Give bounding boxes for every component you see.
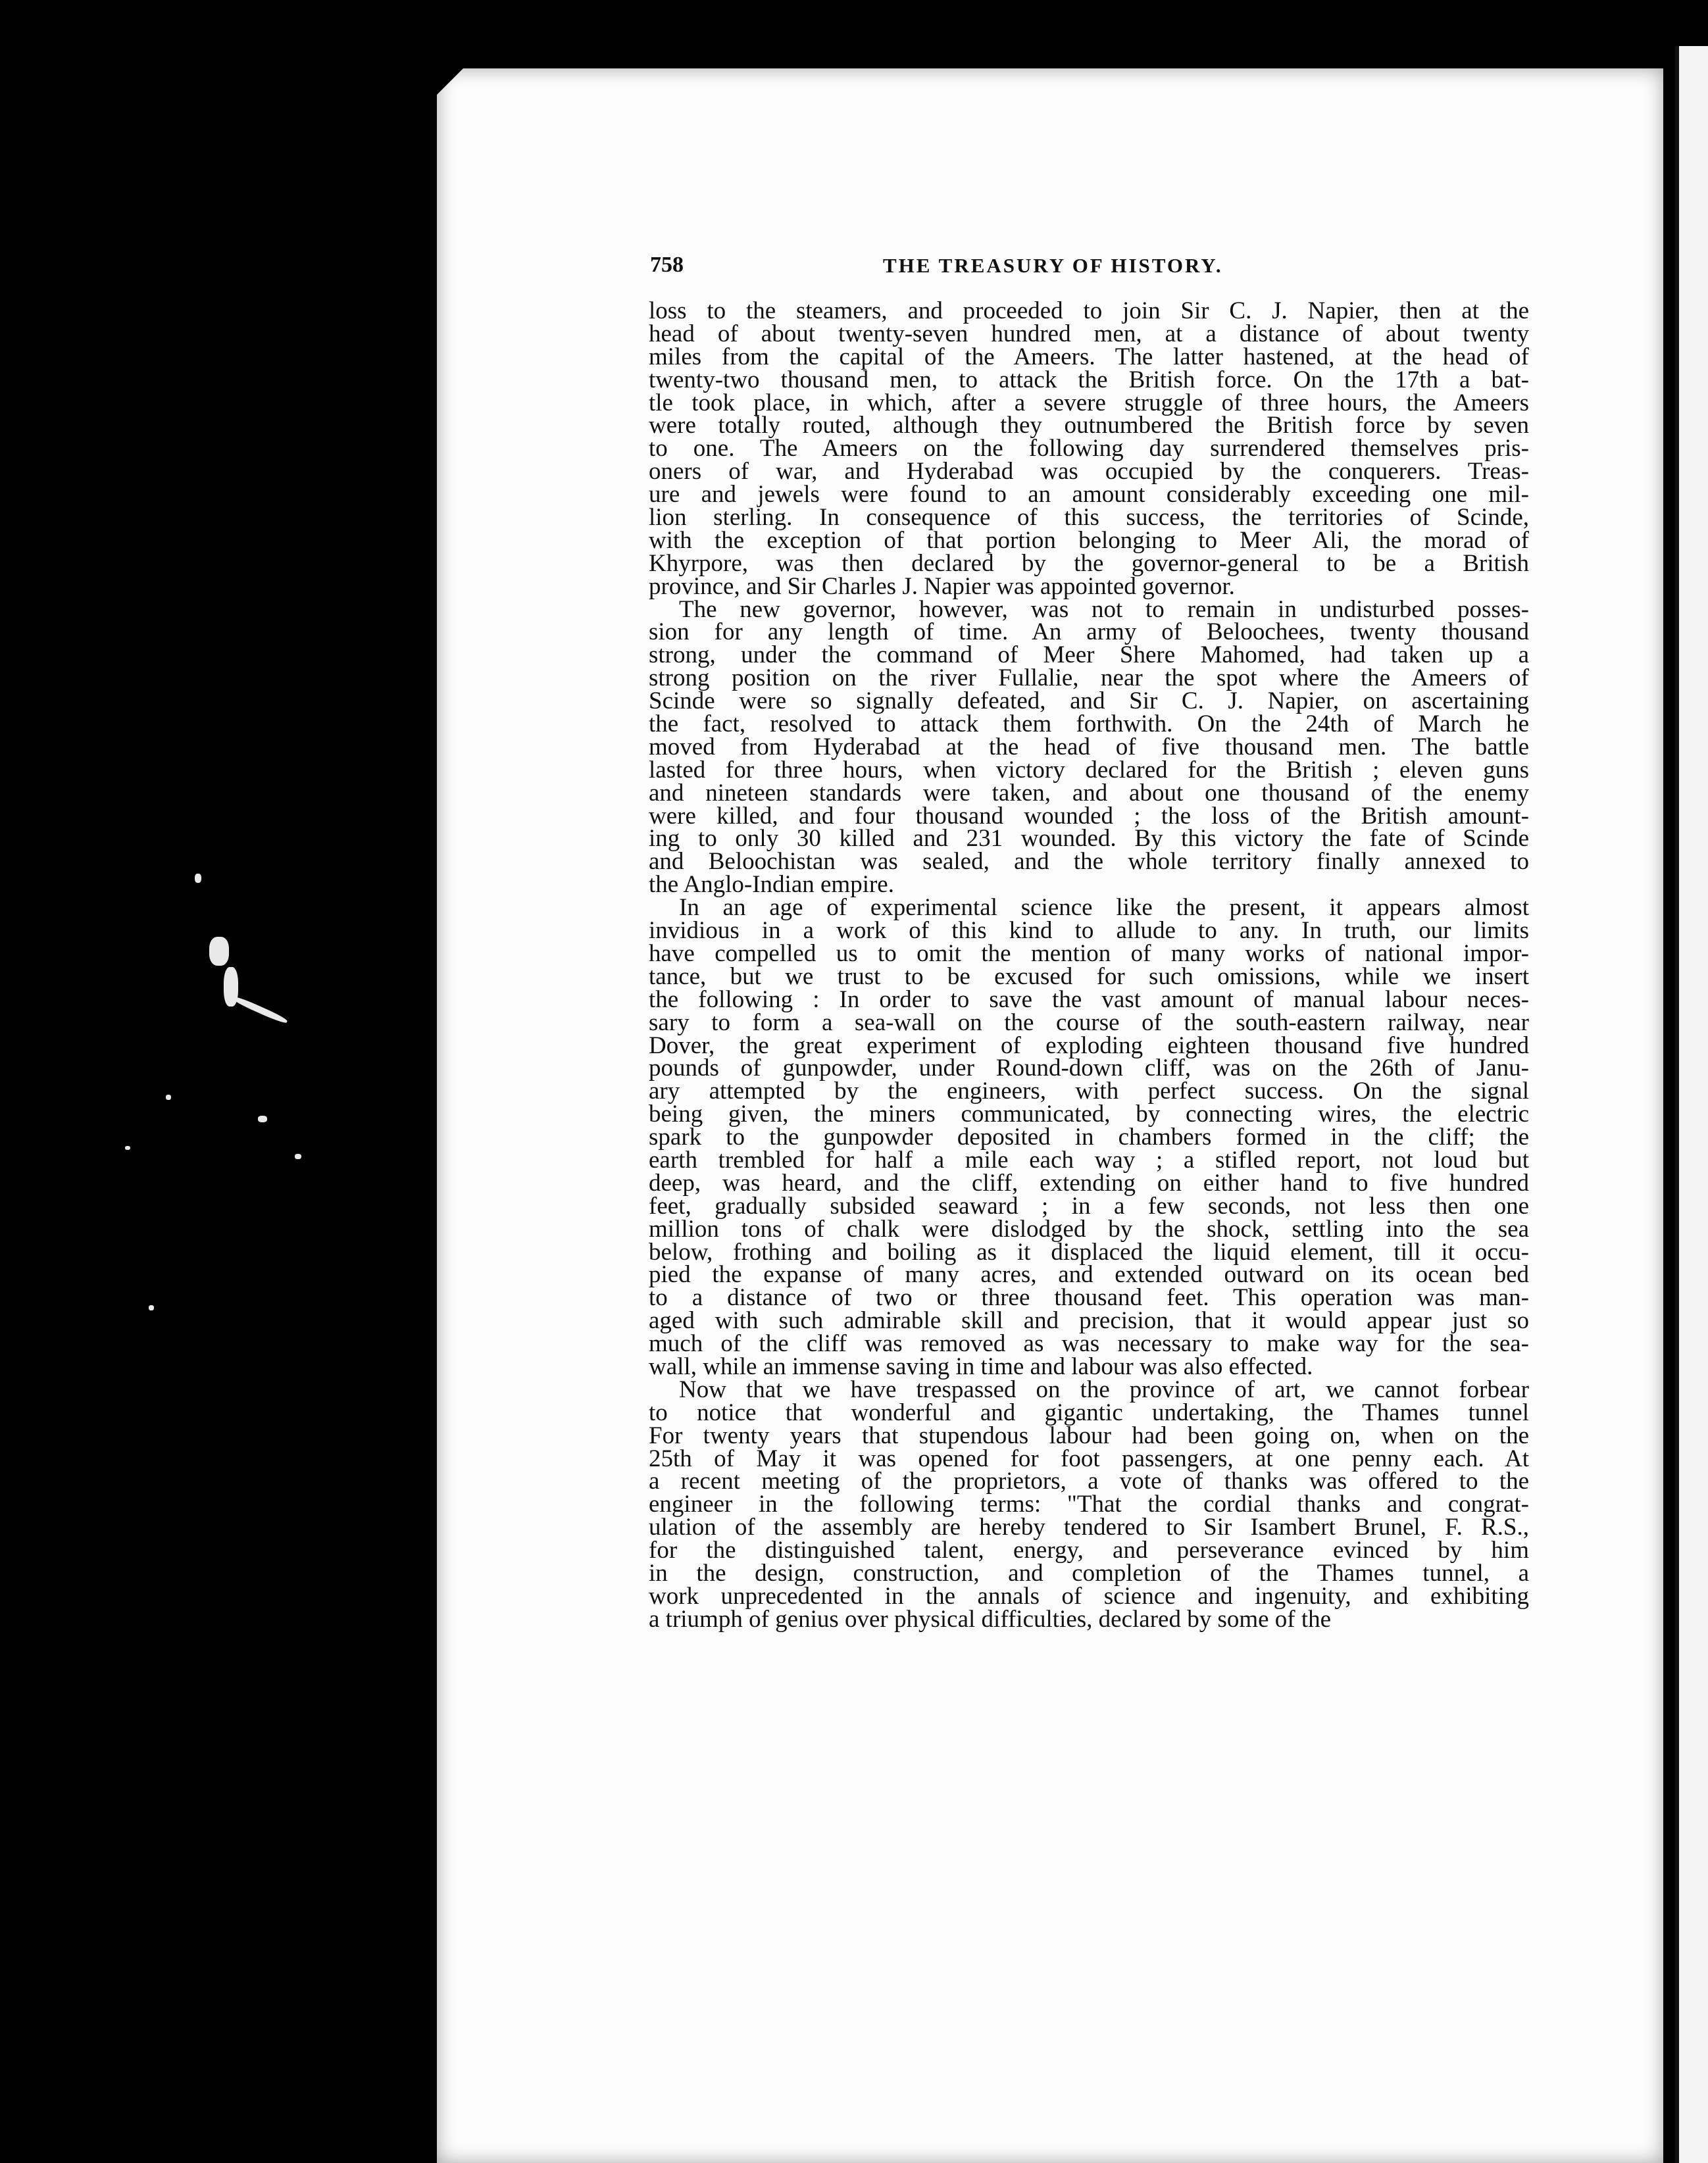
scan-noise-speck [209, 937, 229, 966]
text-line: and nineteen standards were taken, and about one thousand of the enemy [649, 779, 1529, 807]
text-line: twenty-two thousand men, to attack the British force. On the 17th a bat- [649, 366, 1529, 393]
text-line: engineer in the following terms: "That the cordial thanks and congrat- [649, 1491, 1529, 1518]
paragraph [649, 894, 1529, 1380]
text-line: Dover, the great experiment of exploding eighteen thousand five hundred [649, 1032, 1529, 1059]
text-line: pounds of gunpowder, under Round-down cliff, was on the 26th of Janu- [649, 1055, 1529, 1082]
paragraph [649, 297, 1529, 600]
page-body-text [649, 297, 1529, 1633]
scan-noise-speck [149, 1305, 154, 1310]
text-line: earth trembled for half a mile each way ; a stifled report, not loud but [649, 1146, 1529, 1174]
scan-noise-speck [258, 1116, 267, 1122]
text-line: spark to the gunpowder deposited in chambers formed in the cliff; the [649, 1124, 1529, 1151]
text-line: the fact, resolved to attack them forthwith. On the 24th of March he [649, 710, 1529, 738]
text-line: pied the expanse of many acres, and extended outward on its ocean bed [649, 1261, 1529, 1289]
scan-noise-speck [125, 1146, 130, 1150]
page-corner-fold [437, 68, 463, 95]
text-line: aged with such admirable skill and precision, that it would appear just so [649, 1307, 1529, 1335]
scan-noise-speck [232, 995, 288, 1025]
scan-noise-speck [195, 874, 201, 883]
text-line: strong position on the river Fullalie, near the spot where the Ameers of [649, 664, 1529, 692]
text-line: tle took place, in which, after a severe struggle of three hours, the Ameers [649, 389, 1529, 416]
text-line: sary to form a sea-wall on the course of the south-eastern railway, near [649, 1008, 1529, 1036]
text-line: and Beloochistan was sealed, and the whole territory finally annexed to [649, 848, 1529, 876]
text-line: oners of war, and Hyderabad was occupied by the conquerers. Treas- [649, 458, 1529, 485]
text-line: sion for any length of time. An army of Beloochees, twenty thousand [649, 618, 1529, 646]
text-line: being given, the miners communicated, by connecting wires, the electric [649, 1101, 1529, 1128]
text-line: for the distinguished talent, energy, and perseverance evinced by him [649, 1537, 1529, 1564]
text-line: to one. The Ameers on the following day surrendered themselves pris- [649, 435, 1529, 462]
text-line: tance, but we trust to be excused for such omissions, while we insert [649, 962, 1529, 990]
text-line: The new governor, however, was not to remain in undisturbed posses- [679, 595, 1529, 623]
text-line: 25th of May it was opened for foot passengers, at one penny each. At [649, 1445, 1529, 1472]
page-number: 758 [650, 253, 684, 277]
text-line: a triumph of genius over physical difficulties, declared by some of the [649, 1605, 1332, 1633]
text-line: much of the cliff was removed as was necessary to make way for the sea- [649, 1330, 1529, 1358]
text-line: below, frothing and boiling as it displaced the liquid element, till it occu- [649, 1238, 1529, 1266]
text-line: miles from the capital of the Ameers. The latter hastened, at the head of [649, 343, 1529, 370]
text-line: lion sterling. In consequence of this success, the territories of Scinde, [649, 504, 1529, 532]
text-line: lasted for three hours, when victory declared for the British ; eleven guns [649, 756, 1529, 783]
text-line: deep, was heard, and the cliff, extending on either hand to five hundred [649, 1169, 1529, 1197]
scan-noise-speck [166, 1095, 171, 1100]
text-line: million tons of chalk were dislodged by the shock, settling into the sea [649, 1215, 1529, 1243]
text-line: ary attempted by the engineers, with perfect success. On the signal [649, 1078, 1529, 1105]
text-line: province, and Sir Charles J. Napier was appointed governor. [649, 572, 1235, 600]
text-line: ure and jewels were found to an amount considerably exceeding one mil- [649, 481, 1529, 509]
text-line: were totally routed, although they outnumbered the British force by seven [649, 412, 1529, 439]
text-line: a recent meeting of the proprietors, a vote of thanks was offered to the [649, 1468, 1529, 1495]
text-line: ulation of the assembly are hereby tendered to Sir Isambert Brunel, F. R.S., [649, 1514, 1529, 1541]
text-line: head of about twenty-seven hundred men, at a distance of about twenty [649, 320, 1529, 347]
text-line: were killed, and four thousand wounded ; the loss of the British amount- [649, 802, 1529, 830]
text-line: with the exception of that portion belonging to Meer Ali, the morad of [649, 526, 1529, 554]
adjacent-page-edge [1675, 46, 1708, 2163]
paragraph [649, 595, 1529, 899]
text-line: In an age of experimental science like the present, it appears almost [679, 894, 1529, 922]
text-line: the following : In order to save the vast amount of manual labour neces- [649, 985, 1529, 1013]
scan-noise-speck [295, 1154, 301, 1159]
text-line: the Anglo-Indian empire. [649, 871, 894, 899]
text-line: to a distance of two or three thousand feet. This operation was man- [649, 1284, 1529, 1312]
running-title: THE TREASURY OF HISTORY. [883, 254, 1223, 277]
text-line: strong, under the command of Meer Shere Mahomed, had taken up a [649, 641, 1529, 669]
text-line: ing to only 30 killed and 231 wounded. By this victory the fate of Scinde [649, 825, 1529, 853]
text-line: For twenty years that stupendous labour had been going on, when on the [649, 1422, 1529, 1449]
paragraph [649, 1376, 1529, 1633]
text-line: loss to the steamers, and proceeded to join Sir C. J. Napier, then at the [649, 297, 1529, 324]
text-line: to notice that wonderful and gigantic undertaking, the Thames tunnel [649, 1399, 1529, 1426]
text-line: Khyrpore, was then declared by the governor-general to be a British [649, 549, 1529, 577]
text-line: have compelled us to omit the mention of many works of national impor- [649, 939, 1529, 967]
text-line: moved from Hyderabad at the head of five thousand men. The battle [649, 733, 1529, 760]
text-line: wall, while an immense saving in time and labour was also effected. [649, 1353, 1313, 1380]
text-line: work unprecedented in the annals of science and ingenuity, and exhibiting [649, 1582, 1529, 1610]
text-line: in the design, construction, and completion of the Thames tunnel, a [649, 1559, 1529, 1587]
text-line: feet, gradually subsided seaward ; in a few seconds, not less then one [649, 1192, 1529, 1220]
text-line: Scinde were so signally defeated, and Sir C. J. Napier, on ascertaining [649, 687, 1529, 715]
text-line: Now that we have trespassed on the province of art, we cannot forbear [679, 1376, 1529, 1403]
page-header [650, 253, 1538, 292]
text-line: invidious in a work of this kind to allude to any. In truth, our limits [649, 917, 1529, 945]
